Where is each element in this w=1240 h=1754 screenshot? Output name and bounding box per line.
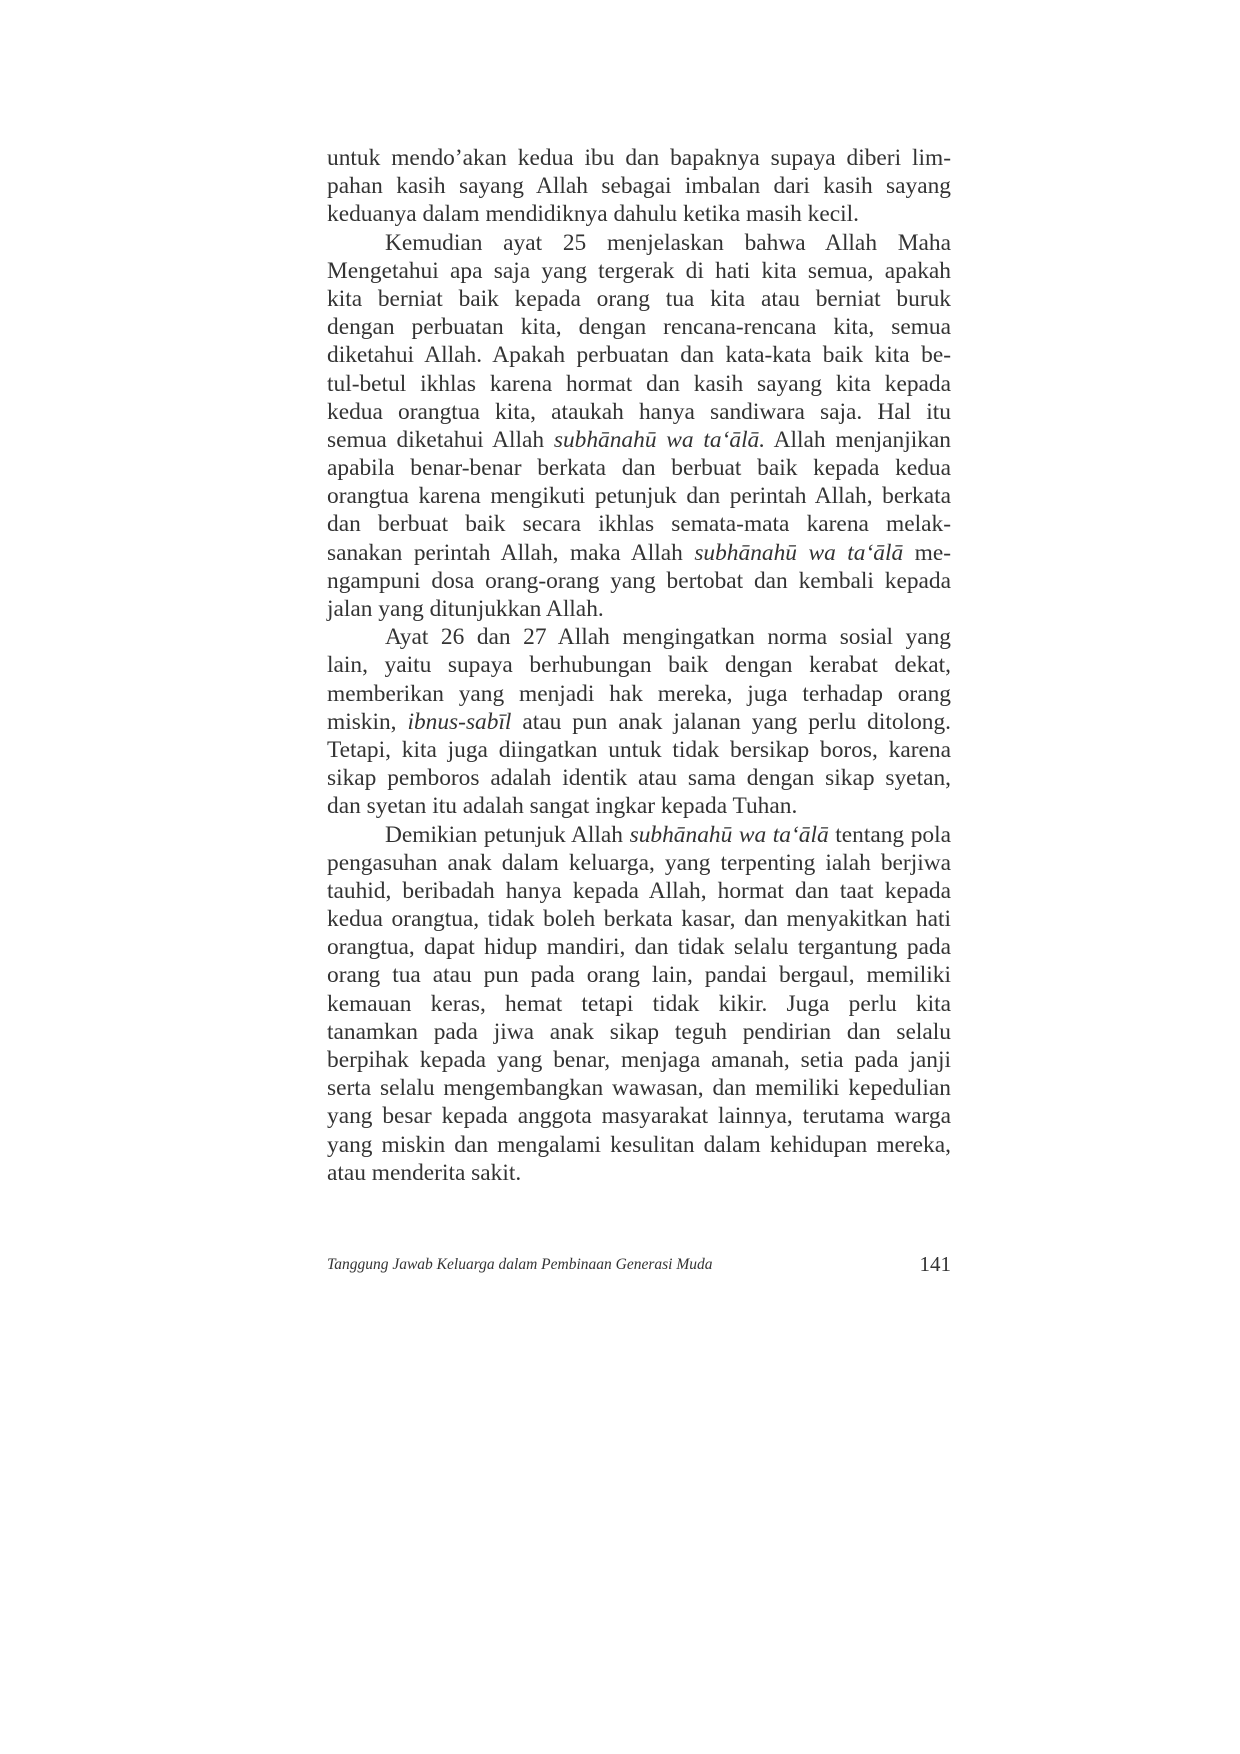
text-segment: dan berbuat baik secara ikhlas semata-mata karena melak-	[327, 511, 951, 538]
text-segment: apabila benar-benar berkata dan berbuat baik kepada kedua	[327, 455, 951, 482]
text-segment: orangtua, dapat hidup mandiri, dan tidak selalu tergantung pada	[327, 934, 951, 961]
italic-term: subhānahū wa ta‘ālā	[694, 539, 904, 566]
italic-term: subhānahū wa ta‘ālā.	[553, 426, 766, 453]
text-segment: pengasuhan anak dalam keluarga, yang terpenting ialah berjiwa	[327, 849, 951, 876]
text-segment: pahan kasih sayang Allah sebagai imbalan dari kasih sayang	[327, 173, 951, 200]
text-line	[327, 482, 951, 510]
text-segment: diketahui Allah. Apakah perbuatan dan kata-kata baik kita be-	[327, 342, 951, 369]
text-line	[327, 905, 951, 933]
text-line	[327, 313, 951, 341]
text-line	[327, 849, 951, 877]
text-segment: Allah menjanjikan	[765, 426, 951, 453]
text-line	[327, 961, 951, 989]
text-segment: me-	[903, 539, 952, 566]
text-segment: tauhid, beribadah hanya kepada Allah, hormat dan taat kepada	[327, 877, 951, 904]
text-segment: dan syetan itu adalah sangat ingkar kepada Tuhan.	[327, 793, 798, 820]
text-segment: untuk mendo’akan kedua ibu dan bapaknya supaya diberi lim-	[327, 145, 951, 171]
running-footer-title: Tanggung Jawab Keluarga dalam Pembinaan Generasi Muda	[327, 1256, 713, 1273]
text-segment: semua diketahui Allah	[327, 426, 554, 453]
text-line	[327, 736, 951, 764]
italic-term: ibnus-sabīl	[407, 708, 512, 735]
text-line	[327, 398, 951, 426]
text-line	[327, 172, 951, 200]
text-segment: kedua orangtua, tidak boleh berkata kasar, dan menyakitkan hati	[327, 906, 951, 933]
text-segment: Demikian petunjuk Allah	[385, 821, 630, 848]
text-line	[327, 595, 951, 623]
text-line	[327, 1046, 951, 1074]
text-segment: Mengetahui apa saja yang tergerak di hati kita semua, apakah	[327, 257, 951, 284]
text-segment: kemauan keras, hemat tetapi tidak kikir. Juga perlu kita	[327, 990, 951, 1017]
text-line	[327, 1131, 951, 1159]
text-line	[327, 792, 951, 820]
text-line	[327, 341, 951, 369]
text-line	[327, 877, 951, 905]
text-segment: ngampuni dosa orang-orang yang bertobat dan kembali kepada	[327, 567, 951, 594]
text-segment: Ayat 26 dan 27 Allah mengingatkan norma sosial yang	[385, 624, 951, 651]
text-line	[327, 144, 951, 172]
text-line	[327, 200, 951, 228]
text-segment: orang tua atau pun pada orang lain, pandai bergaul, memiliki	[327, 962, 951, 989]
text-segment: keduanya dalam mendidiknya dahulu ketika masih kecil.	[327, 201, 859, 228]
text-line	[327, 821, 951, 849]
text-line	[327, 426, 951, 454]
text-line	[327, 708, 951, 736]
text-segment: tentang pola	[828, 821, 952, 848]
text-segment: yang besar kepada anggota masyarakat lainnya, terutama warga	[327, 1103, 951, 1130]
text-line	[327, 285, 951, 313]
text-segment: tul-betul ikhlas karena hormat dan kasih sayang kita kepada	[327, 370, 951, 397]
text-segment: Tetapi, kita juga diingatkan untuk tidak bersikap boros, karena	[327, 736, 951, 763]
text-segment: lain, yaitu supaya berhubungan baik dengan kerabat dekat,	[327, 652, 951, 679]
text-line	[327, 933, 951, 961]
text-line	[327, 990, 951, 1018]
text-segment: tanamkan pada jiwa anak sikap teguh pendirian dan selalu	[327, 1018, 951, 1045]
text-line	[327, 539, 951, 567]
text-line	[327, 257, 951, 285]
text-segment: Kemudian ayat 25 menjelaskan bahwa Allah Maha	[385, 229, 951, 256]
text-segment: atau pun anak jalanan yang perlu ditolong.	[511, 708, 951, 735]
text-segment: sikap pemboros adalah identik atau sama dengan sikap syetan,	[327, 765, 951, 792]
text-segment: berpihak kepada yang benar, menjaga amanah, setia pada janji	[327, 1047, 951, 1073]
text-segment: jalan yang ditunjukkan Allah.	[327, 596, 604, 622]
text-segment: kita berniat baik kepada orang tua kita atau berniat buruk	[327, 285, 951, 312]
italic-term: subhānahū wa ta‘ālā	[629, 821, 829, 848]
text-line	[327, 229, 951, 257]
text-segment: sanakan perintah Allah, maka Allah	[327, 539, 695, 566]
text-segment: miskin,	[327, 708, 408, 735]
text-segment: atau menderita sakit.	[327, 1159, 522, 1186]
text-line	[327, 510, 951, 538]
text-line	[327, 1102, 951, 1130]
text-line	[327, 567, 951, 595]
text-segment: kedua orangtua kita, ataukah hanya sandiwara saja. Hal itu	[327, 398, 951, 425]
page-footer	[327, 1252, 951, 1282]
text-segment: memberikan yang menjadi hak mereka, juga terhadap orang	[327, 680, 951, 707]
page-number: 141	[919, 1252, 951, 1276]
text-line	[327, 370, 951, 398]
text-line	[327, 680, 951, 708]
text-line	[327, 1159, 951, 1187]
text-segment: serta selalu mengembangkan wawasan, dan memiliki kepedulian	[327, 1075, 951, 1102]
body-text	[327, 144, 951, 1187]
text-segment: yang miskin dan mengalami kesulitan dalam kehidupan mereka,	[327, 1131, 951, 1158]
text-segment: dengan perbuatan kita, dengan rencana-rencana kita, semua	[327, 314, 951, 341]
text-line	[327, 623, 951, 651]
text-segment: orangtua karena mengikuti petunjuk dan perintah Allah, berkata	[327, 483, 951, 510]
text-line	[327, 1018, 951, 1046]
text-line	[327, 651, 951, 679]
text-line	[327, 454, 951, 482]
text-line	[327, 764, 951, 792]
text-line	[327, 1074, 951, 1102]
